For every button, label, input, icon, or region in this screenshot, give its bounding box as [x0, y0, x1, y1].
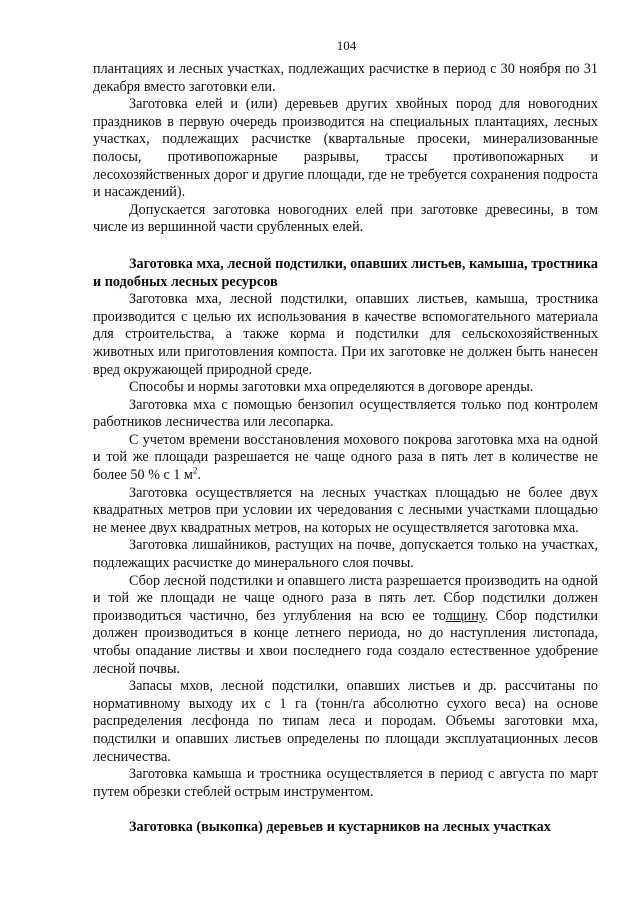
paragraph-continuation: плантациях и лесных участках, подлежащих расчистке в период с 30 ноября по 31 декабря вместо заготовки ели. — [93, 61, 598, 95]
paragraph-reed: Заготовка камыша и тростника осуществляется в период с августа по март путем обрезки стеблей острым инструментом. — [93, 766, 598, 800]
section-heading-trees: Заготовка (выкопка) деревьев и кустарников на лесных участках — [129, 819, 551, 836]
paragraph-plot-size: Заготовка осуществляется на лесных участках площадью не более двух квадратных метров при условии их чередования с лесными участками площадью не менее двух квадратных метров, на которых не осуществляется заготовка мха. — [93, 484, 598, 536]
paragraph-moss-cover — [93, 432, 598, 485]
page-number: 104 — [336, 38, 357, 53]
paragraph-lichens: Заготовка лишайников, растущих на почве, допускается только на участках, подлежащих расчистке до минерального слоя почвы. — [93, 537, 598, 572]
paragraph-moss-chainsaw: Заготовка мха с помощью бензопил осуществляется только под контролем работников лесничества или лесопарка. — [93, 396, 598, 431]
section-spacer-2 — [93, 801, 598, 819]
section-spacer — [93, 237, 598, 256]
paragraph-reserves: Запасы мхов, лесной подстилки, опавших листьев и др. рассчитаны по нормативному выходу их с 1 га (тонн/га абсолютно сухого веса) на основе распределения лесфонда по типам леса и породам. Объемы заготовки мха, подстилки и опавших листьев определены по площади эксплуатационных лесов лесничества. — [93, 678, 598, 765]
section-heading-moss: Заготовка мха, лесной подстилки, опавших листьев, камыша, тростника и подобных лесных ресурсов — [93, 255, 598, 290]
litter-underlined: лщину — [445, 607, 485, 624]
paragraph-moss-methods: Способы и нормы заготовки мха определяются в договоре аренды. — [129, 379, 534, 396]
paragraph-litter — [93, 573, 598, 679]
document-page — [93, 38, 598, 837]
moss-cover-text: С учетом времени восстановления мохового покрова заготовка мха на одной и той же площади разрешается не чаще одного раза в пять лет в количестве не более 50 % с 1 м — [93, 431, 598, 484]
paragraph-new-year-trees: Заготовка елей и (или) деревьев других хвойных пород для новогодних праздников в первую очередь производится на специальных плантациях, лесных участках, подлежащих расчистке (квартальные просеки, минерализованные полосы, противопожарные разрывы, трассы противопожарных и лесохозяйственных дорог и другие площади, где не требуется сохранения подроста и насаждений). — [93, 96, 598, 201]
paragraph-allowed-harvest: Допускается заготовка новогодних елей при заготовке древесины, в том числе из вершинной части срубленных елей. — [93, 201, 598, 236]
paragraph-moss-purpose: Заготовка мха, лесной подстилки, опавших листьев, камыша, тростника производится с целью их использования в качестве вспомогательного материала для строительства, а также корма и подстилки для сельскохозяйственных животных или приготовления компоста. При их заготовке не должен быть нанесен вред окружающей природной среде. — [93, 291, 598, 378]
moss-cover-end: . — [197, 467, 201, 484]
square-superscript: 2 — [192, 465, 198, 476]
litter-text-before: Сбор лесной подстилки и опавшего листа разрешается производить на одной и той же площади не чаще одного раза в пять лет. Сбор подстилки должен производиться частично, без углубления на всю ее то — [93, 572, 598, 624]
litter-text-after: . Сбор подстилки должен производиться в конце летнего периода, но до наступления листопада, чтобы опадание листвы и хвои последнего года создало естественное удобрение лесной почвы. — [93, 607, 598, 677]
